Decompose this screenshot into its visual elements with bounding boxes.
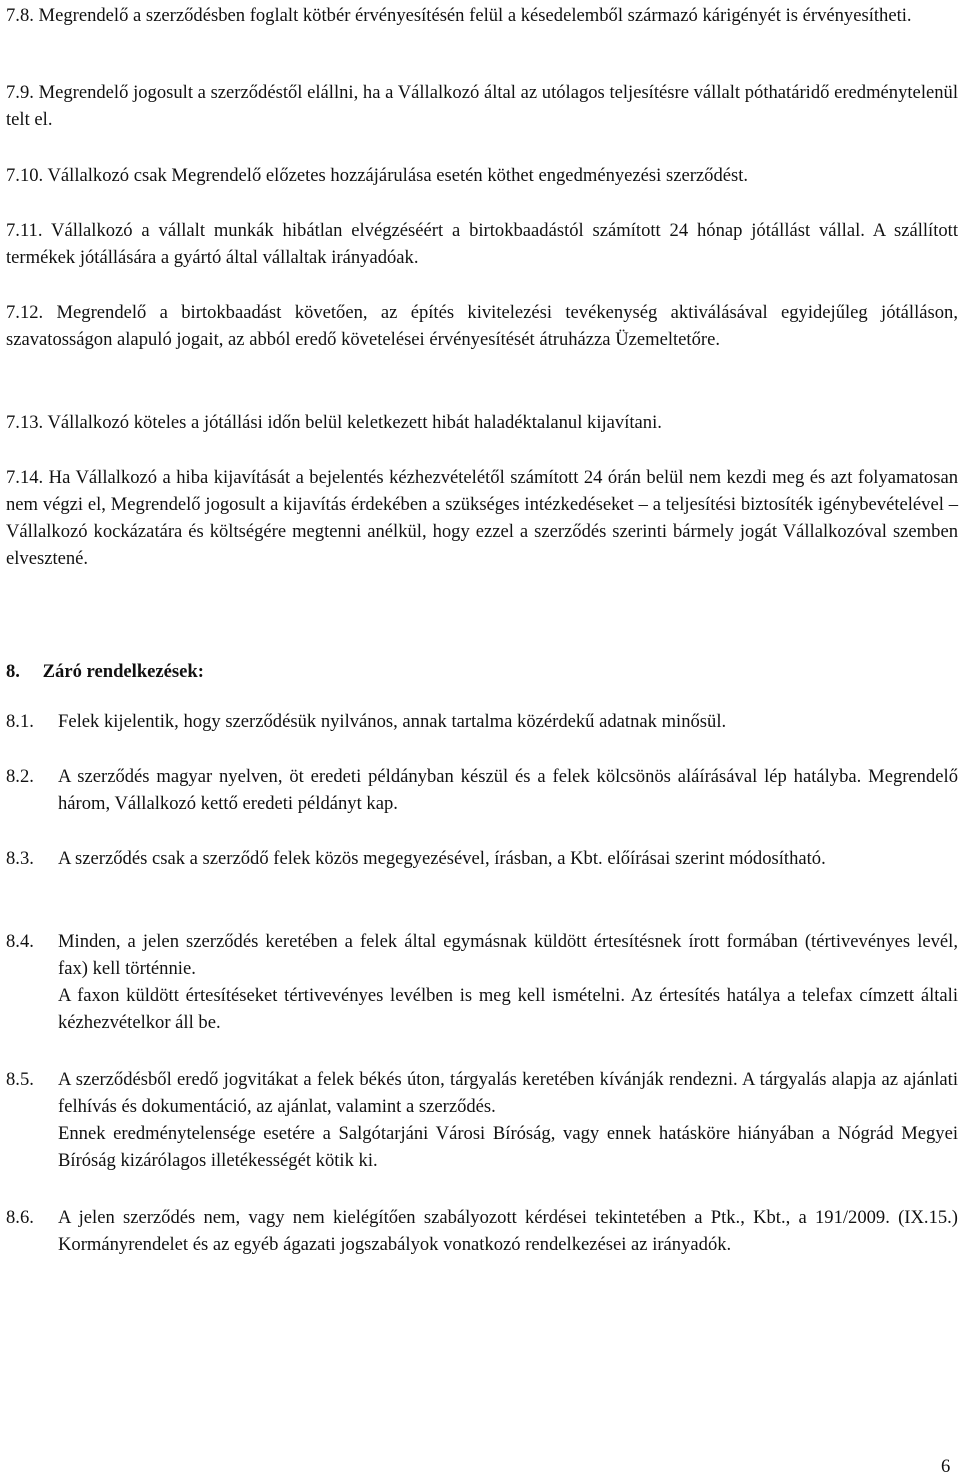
item-8-3 — [6, 845, 958, 872]
paragraph-number: 7.13. — [6, 412, 44, 433]
item-number: 8.2. — [6, 766, 34, 787]
item-number: 8.3. — [6, 848, 34, 869]
paragraph-number: 7.10. — [6, 165, 44, 186]
paragraph-7-14 — [6, 464, 958, 572]
paragraph-text: Vállalkozó a vállalt munkák hibátlan elvégzéséért a birtokbaadástól számított 24 hónap jótállást vállal. A szállított termékek jótállására a gyártó által vállaltak irányadóak. — [6, 220, 959, 268]
paragraph-number: 7.9. — [6, 82, 34, 103]
paragraph-text: Megrendelő jogosult a szerződéstől elállni, ha a Vállalkozó által az utólagos teljesítésre vállalt póthatáridő eredménytelenül telt el. — [6, 82, 958, 130]
section-title: Záró rendelkezések: — [42, 661, 204, 682]
paragraph-7-12 — [6, 299, 958, 353]
paragraph-number: 7.12. — [6, 302, 44, 323]
paragraph-text: Megrendelő a birtokbaadást követően, az építés kivitelezési tevékenység aktiválásával egyidejűleg jótálláson, szavatosságon alapuló jogait, az abból eredő követelései érvényesítését átruházza Üzemeltetőre. — [6, 302, 958, 350]
item-8-4 — [6, 928, 958, 1036]
section-number: 8. — [6, 661, 20, 682]
item-8-2 — [6, 763, 958, 817]
paragraph-7-10 — [6, 162, 958, 189]
item-number: 8.4. — [6, 931, 34, 952]
item-8-1 — [6, 708, 958, 735]
page-number: 6 — [941, 1456, 951, 1477]
item-text: A jelen szerződés nem, vagy nem kielégítően szabályozott kérdései tekintetében a Ptk., Kbt., a 191/2009. (IX.15.) Kormányrendelet és az egyéb ágazati jogszabályok vonatkozó rendelkezései az irányadók. — [58, 1207, 958, 1255]
item-text: Felek kijelentik, hogy szerződésük nyilvános, annak tartalma közérdekű adatnak minősül. — [58, 711, 727, 732]
paragraph-text: Ha Vállalkozó a hiba kijavítását a bejelentés kézhezvételétől számított 24 órán belül nem kezdi meg és azt folyamatosan nem végzi el, Megrendelő jogosult a kijavítás érdekében a szükséges intézkedéseket – a teljesítési biztosíték igénybevételével – Vállalkozó kockázatára és költségére megtenni anélkül, hogy ezzel a szerződés szerinti bármely jogát Vállalkozóval szemben elvesztené. — [6, 467, 958, 569]
item-text: A szerződés magyar nyelven, öt eredeti példányban készül és a felek kölcsönös aláírásával lép hatályba. Megrendelő három, Vállalkozó kettő eredeti példányt kap. — [58, 766, 958, 814]
item-8-5 — [6, 1066, 958, 1174]
section-heading — [6, 658, 204, 685]
item-number: 8.5. — [6, 1069, 34, 1090]
paragraph-number: 7.11. — [6, 220, 43, 241]
paragraph-number: 7.14. — [6, 467, 44, 488]
paragraph-text: Vállalkozó csak Megrendelő előzetes hozzájárulása esetén köthet engedményezési szerződést. — [47, 165, 749, 186]
item-8-6 — [6, 1204, 958, 1258]
item-text: Ennek eredménytelensége esetére a Salgótarjáni Városi Bíróság, vagy ennek hatásköre hiányában a Nógrád Megyei Bíróság kizárólagos illetékességét kötik ki. — [58, 1123, 958, 1171]
paragraph-text: Vállalkozó köteles a jótállási időn belül keletkezett hibát haladéktalanul kijavítani. — [47, 412, 662, 433]
paragraph-7-8 — [6, 2, 958, 29]
item-number: 8.6. — [6, 1207, 34, 1228]
paragraph-7-11 — [6, 217, 958, 271]
paragraph-text: Megrendelő a szerződésben foglalt kötbér érvényesítésén felül a késedelemből származó kárigényét is érvényesítheti. — [38, 5, 912, 26]
item-text: Minden, a jelen szerződés keretében a felek által egymásnak küldött értesítésnek írott formában (tértivevényes levél, fax) kell történnie. — [58, 931, 958, 979]
item-text: A szerződésből eredő jogvitákat a felek békés úton, tárgyalás keretében kívánják rendezni. A tárgyalás alapja az ajánlati felhívás és dokumentáció, az ajánlat, valamint a szerződés. — [58, 1069, 958, 1117]
paragraph-7-13 — [6, 409, 958, 436]
item-number: 8.1. — [6, 711, 34, 732]
item-text: A szerződés csak a szerződő felek közös megegyezésével, írásban, a Kbt. előírásai szerint módosítható. — [58, 848, 826, 869]
paragraph-number: 7.8. — [6, 5, 34, 26]
item-text: A faxon küldött értesítéseket tértivevényes levélben is meg kell ismételni. Az értesítés hatálya a telefax címzett általi kézhezvételkor áll be. — [58, 985, 958, 1033]
paragraph-7-9 — [6, 79, 958, 133]
